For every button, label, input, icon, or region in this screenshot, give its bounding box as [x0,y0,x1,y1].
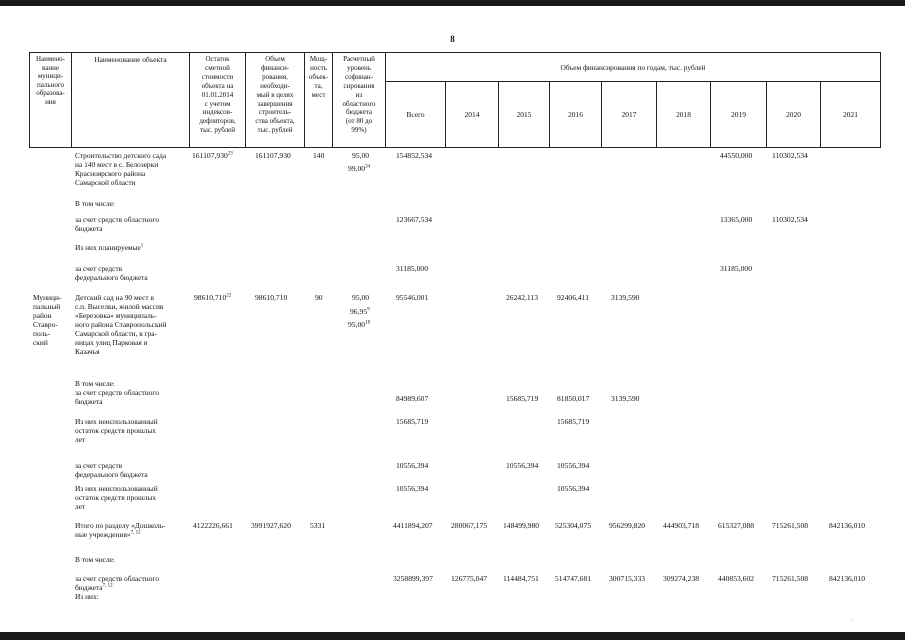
y2021-regional-3: 842136,010 [829,574,866,583]
y2019-section-total: 615327,088 [718,521,755,530]
y2015-regional-2: 15685,719 [506,394,539,403]
cofinancing-level-vyselki-2 [350,307,370,316]
y2015-federal-2: 10556,394 [506,461,539,470]
scan-speck: · [887,598,889,604]
header-split-line [385,81,881,82]
header-object-name: Наименование объекта [94,55,167,64]
section-total-text: Итого по разделу «Дошколь- ные учреждения» [75,521,166,539]
capacity-belozerki: 140 [313,151,325,160]
total-unused-1: 15685,719 [396,417,429,426]
header-financing-by-year: Объем финансирования по годам, тыс. рублей [560,63,706,72]
scan-speck: · [851,617,853,623]
footnote-ref: 34 [365,164,371,170]
footnote-ref: 7, 12 [130,530,141,536]
header-municipality: Наимено- вание муници- пального образова- ния [35,55,66,106]
y2019-federal-1: 31185,000 [720,264,752,273]
footnote-ref: 9 [367,307,370,313]
unused-balance-label-2: Из них неиспользованный остаток средств прошлых лет [75,484,158,511]
footnote-ref: 7, 12 [102,583,113,589]
federal-budget-label-2: за счет средств федерального бюджета [75,461,148,479]
header-year-2021: 2021 [843,110,858,119]
residual-cost-value: 98610,710 [194,293,227,302]
object-name-belozerki: Строительство детского сада на 140 мест в с. Белозерки Красноярского района Самарской области [75,151,167,187]
of-them-label: Из них: [75,592,99,601]
section-total-label [75,521,189,539]
cofinancing-level-vyselki-1: 95,00 [352,293,370,302]
unused-balance-label-1: Из них неиспользованный остаток средств прошлых лет [75,417,158,444]
footnote-ref: 1 [140,243,144,249]
total-section-total: 4411894,207 [393,521,433,530]
y2017-regional-2: 3139,590 [611,394,640,403]
y2015-vyselki: 26242,113 [506,293,538,302]
y2020-section-total: 715261,508 [772,521,809,530]
y2016-unused-2: 10556,394 [557,484,590,493]
y2016-regional-2: 81850,017 [557,394,590,403]
object-name-vyselki: Детский сад на 90 мест в с.п. Выселки, жилой массив «Березовка» муниципаль- ного района Ставропольский Самарской области, в гра- ницах улиц Парковая и Казачья [75,293,167,356]
capacity-section-total: 5331 [310,521,326,530]
header-residual-cost: Остаток сметной стоимости объекта на 01.01.2014 с учетом индексов- дефляторов, тыс. рублей [199,55,236,135]
including-label-3: В том числе: [75,555,115,564]
header-year-2014: 2014 [464,110,480,119]
cofinancing-value: 95,00 [348,320,366,329]
footnote-ref: 23 [227,151,233,157]
y2015-regional-3: 114484,751 [503,574,539,583]
required-financing-vyselki: 98610,710 [255,293,288,302]
total-regional-1: 123667,534 [396,215,433,224]
y2015-section-total: 148499,980 [503,521,540,530]
including-label-1: В том числе: [75,199,115,208]
y2016-unused-1: 15685,719 [557,417,590,426]
page-number: 8 [450,34,455,44]
y2016-regional-3: 514747,681 [555,574,592,583]
cofinancing-value: 96,95 [350,307,368,316]
footnote-ref: 22 [226,293,232,299]
y2021-section-total: 842136,010 [829,521,866,530]
planned-label [75,243,143,252]
y2017-section-total: 956299,820 [609,521,646,530]
required-financing-section-total: 3991927,620 [251,521,291,530]
cofinancing-level-vyselki-3 [348,320,370,329]
header-year-2017: 2017 [621,110,637,119]
total-federal-2: 10556,394 [396,461,429,470]
col-sep-1 [71,52,72,148]
cofinancing-level-belozerki-1: 95,00 [352,151,370,160]
y2018-section-total: 444903,718 [663,521,700,530]
regional-budget-label-1: за счет средств областного бюджета [75,215,159,233]
header-year-2018: 2018 [676,110,691,119]
header-year-2020: 2020 [786,110,801,119]
y2016-federal-2: 10556,394 [557,461,590,470]
cofinancing-level-belozerki-2 [348,164,370,173]
y2017-regional-3: 300715,333 [609,574,646,583]
total-regional-2: 84989,607 [396,394,429,403]
scan-border-bottom [0,632,905,640]
y2019-regional-3: 440853,602 [718,574,755,583]
header-capacity: Мощ- ность объек- та, мест [308,55,329,99]
cofinancing-value: 99,00 [348,164,366,173]
federal-budget-label-1: за счет средств федерального бюджета [75,264,148,282]
y2017-vyselki: 3139,590 [611,293,640,302]
total-regional-3: 3258899,397 [393,574,433,583]
including-label-2: В том числе: [75,379,115,388]
residual-cost-section-total: 4122226,661 [193,521,233,530]
total-unused-2: 10556,394 [396,484,429,493]
total-belozerki: 154852,534 [396,151,433,160]
regional-budget-label-3 [75,574,189,592]
header-year-2019: 2019 [731,110,746,119]
residual-cost-vyselki [194,293,231,302]
y2020-regional-1: 110302,534 [772,215,808,224]
required-financing-belozerki: 161107,930 [255,151,291,160]
table-top-border [29,52,881,53]
header-total: Всего [406,110,425,119]
table-right-border [880,52,881,148]
total-federal-1: 31185,000 [396,264,428,273]
residual-cost-value: 161107,930 [192,151,228,160]
header-cofinancing-level: Расчетный уровень софинан- сирования из областного бюджета (от 80 до 99%) [342,55,376,135]
residual-cost-belozerki [192,151,233,160]
footnote-ref: 18 [365,320,371,326]
header-year-2016: 2016 [568,110,583,119]
y2014-regional-3: 126775,047 [451,574,488,583]
capacity-vyselki: 90 [315,293,323,302]
y2019-regional-1: 13365,000 [720,215,753,224]
y2016-vyselki: 92406,411 [557,293,589,302]
municipality-stavropol: Муници- пальный район Ставро- поль- ский [33,293,62,347]
regional-budget-label-2: за счет средств областного бюджета [75,388,159,406]
y2020-belozerki: 110302,534 [772,151,808,160]
y2019-belozerki: 44550,000 [720,151,753,160]
header-year-2015: 2015 [516,110,532,119]
scan-border-top [0,0,905,6]
planned-text: Из них планируемые [75,243,141,252]
total-vyselki: 95546,001 [396,293,429,302]
y2018-regional-3: 309274,238 [663,574,700,583]
y2016-section-total: 525304,075 [555,521,592,530]
regional-budget-text: за счет средств областного бюджета [75,574,159,592]
y2014-section-total: 280067,175 [451,521,488,530]
header-required-financing: Объем финанси- рования, необходи- мый в целях завершения строитель- ства объекта, тыс. рублей [255,55,295,135]
header-bottom-border [29,147,881,148]
y2020-regional-3: 715261,508 [772,574,809,583]
